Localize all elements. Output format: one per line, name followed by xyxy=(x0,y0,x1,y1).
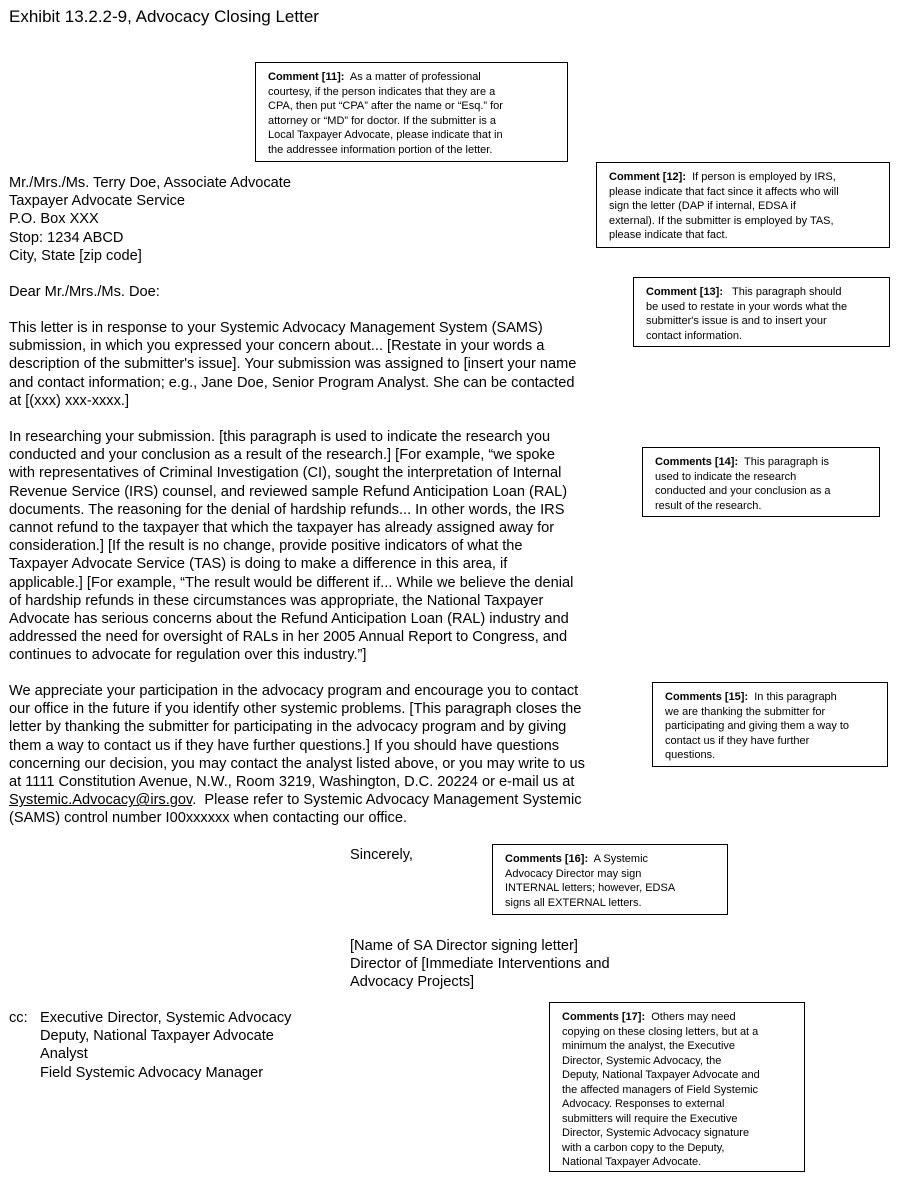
comment-box-17 xyxy=(549,1002,805,1172)
comment-text: the affected managers of Field Systemic xyxy=(562,1083,759,1096)
comment-text: sign the letter (DAP if internal, EDSA if xyxy=(609,200,796,212)
paragraph-line: consideration.] [If the result is no change, provide positive indicators of what the xyxy=(9,538,523,555)
paragraph-line: and contact information; e.g., Jane Doe, Senior Program Analyst. She can be contacted xyxy=(9,374,575,391)
comment-label: Comment [12]: xyxy=(609,171,687,183)
comment-label: Comment [13]: xyxy=(646,286,724,298)
paragraph-line: In researching your submission. [this paragraph is used to indicate the research you xyxy=(9,429,551,445)
comment-text: conducted and your conclusion as a xyxy=(655,485,831,497)
paragraph-line: We appreciate your participation in the advocacy program and encourage you to contact xyxy=(9,683,579,699)
comment-text: This paragraph is xyxy=(738,456,830,468)
comment-text: A Systemic xyxy=(588,853,649,865)
comment-box-14 xyxy=(642,447,880,517)
comment-label: Comment [11]: xyxy=(268,71,345,83)
cc-recipient: Executive Director, Systemic Advocacy xyxy=(40,1010,292,1026)
comment-text: with a carbon copy to the Deputy, xyxy=(562,1141,725,1154)
signature-line: Advocacy Projects] xyxy=(350,974,475,991)
comment-text: contact us if they have further xyxy=(665,734,810,747)
paragraph-line: letter by thanking the submitter for participating in the advocacy program and by giving xyxy=(9,719,567,736)
paragraph-line: applicable.] [For example, “The result would be different if... While we believe the denial xyxy=(9,574,574,591)
comment-text: Advocacy. Responses to external xyxy=(562,1098,725,1110)
comment-text: participating and giving them a way to xyxy=(665,720,850,732)
comment-text: the addressee information portion of the letter. xyxy=(268,143,493,156)
paragraph-line: Advocate has serious concerns about the Refund Anticipation Loan (RAL) industry and xyxy=(9,611,569,628)
paragraph-closing xyxy=(9,682,585,828)
comment-text: In this paragraph xyxy=(748,691,837,703)
comment-text: courtesy, if the person indicates that they are a xyxy=(268,85,496,98)
comment-text: attorney or “MD” for doctor. If the submitter is a xyxy=(268,114,497,127)
comment-text: Others may need xyxy=(645,1011,736,1023)
salutation: Dear Mr./Mrs./Ms. Doe: xyxy=(9,284,160,300)
comment-label: Comments [16]: xyxy=(505,853,589,865)
paragraph-line: Taxpayer Advocate Service (TAS) is doing to make a difference in this area, if xyxy=(9,556,508,573)
comment-label: Comments [14]: xyxy=(655,456,739,468)
signature-line: [Name of SA Director signing letter] xyxy=(350,938,578,954)
comment-label: Comments [15]: xyxy=(665,691,749,703)
comment-text: signs all EXTERNAL letters. xyxy=(505,896,642,909)
address-line: Mr./Mrs./Ms. Terry Doe, Associate Advocate xyxy=(9,175,291,191)
paragraph-line: our office in the future if you identify other systemic problems. [This paragraph closes the xyxy=(9,701,582,718)
paragraph-line: cannot refund to the taxpayer that which the taxpayer has already assigned away for xyxy=(9,520,555,537)
comment-box-16 xyxy=(492,844,728,915)
comment-text: please indicate that fact. xyxy=(609,229,728,241)
paragraph-line: submission, in which you expressed your concern about... [Restate in your words a xyxy=(9,338,545,355)
address-block xyxy=(9,174,291,265)
address-line: Stop: 1234 ABCD xyxy=(9,229,124,246)
address-line: Taxpayer Advocate Service xyxy=(9,193,186,210)
comment-text: National Taxpayer Advocate. xyxy=(562,1156,702,1168)
paragraph-line: (SAMS) control number I00xxxxxx when contacting our office. xyxy=(9,810,407,827)
comment-text: submitter's issue is and to insert your xyxy=(646,315,827,327)
signature-line: Director of [Immediate Interventions and xyxy=(350,956,610,973)
comment-text: Director, Systemic Advocacy signature xyxy=(562,1127,750,1139)
paragraph-line: of hardship refunds in these circumstances was appropriate, the National Taxpayer xyxy=(9,592,544,609)
paragraph-line: at 1111 Constitution Avenue, N.W., Room 3219, Washington, D.C. 20224 or e-mail us at xyxy=(9,774,575,791)
paragraph-line: concerning our decision, you may contact the analyst listed above, or you may write to us xyxy=(9,755,585,772)
page-title: Exhibit 13.2.2-9, Advocacy Closing Letter xyxy=(9,7,319,26)
comment-text: This paragraph should xyxy=(723,286,842,298)
paragraph-line: documents. The reasoning for the denial of hardship refunds... In other words, the IRS xyxy=(9,501,565,518)
paragraph-research xyxy=(9,428,573,665)
comment-text: INTERNAL letters; however, EDSA xyxy=(505,882,676,894)
cc-label: cc: xyxy=(9,1010,28,1026)
comment-text: please indicate that fact since it affects who will xyxy=(609,185,839,198)
comment-box-12 xyxy=(596,162,890,248)
comment-text: used to indicate the research xyxy=(655,470,797,483)
comment-label: Comments [17]: xyxy=(562,1011,646,1023)
comment-text: Advocacy Director may sign xyxy=(505,867,642,880)
paragraph-line: This letter is in response to your Systemic Advocacy Management System (SAMS) xyxy=(9,320,543,336)
comment-text: questions. xyxy=(665,749,716,761)
paragraph-line: at [(xxx) xxx-xxxx.] xyxy=(9,392,129,409)
comment-text: submitters will require the Executive xyxy=(562,1112,738,1125)
comment-text: If person is employed by IRS, xyxy=(686,171,836,183)
paragraph-line: . Please refer to Systemic Advocacy Management Systemic xyxy=(192,792,582,809)
comment-text: contact information. xyxy=(646,329,742,342)
comment-box-11 xyxy=(255,62,568,162)
comment-text: Deputy, National Taxpayer Advocate and xyxy=(562,1069,760,1081)
paragraph-intro xyxy=(9,319,576,410)
paragraph-line: Revenue Service (IRS) counsel, and reviewed sample Refund Anticipation Loan (RAL) xyxy=(9,483,568,500)
signature-block xyxy=(350,937,610,992)
comment-text: external). If the submitter is employed by TAS, xyxy=(609,214,834,227)
address-line: P.O. Box XXX xyxy=(9,211,99,228)
cc-recipient: Deputy, National Taxpayer Advocate xyxy=(40,1028,274,1045)
address-line: City, State [zip code] xyxy=(9,247,142,264)
paragraph-line: description of the submitter's issue]. Your submission was assigned to [insert your name xyxy=(9,356,577,373)
closing-salutation: Sincerely, xyxy=(350,847,413,863)
email-link[interactable]: Systemic.Advocacy@irs.gov xyxy=(9,792,193,809)
comment-text: Local Taxpayer Advocate, please indicate that in xyxy=(268,129,503,141)
cc-recipient: Field Systemic Advocacy Manager xyxy=(40,1064,264,1081)
cc-block xyxy=(9,1009,291,1082)
paragraph-line: conducted and your conclusion as a result of the research.] [For example, “we spoke xyxy=(9,447,555,464)
comment-box-13 xyxy=(633,277,890,347)
comment-text: Director, Systemic Advocacy, the xyxy=(562,1054,722,1067)
comment-text: copying on these closing letters, but at a xyxy=(562,1025,759,1038)
comment-text: CPA, then put “CPA” after the name or “Esq.” for xyxy=(268,100,503,112)
paragraph-line: continues to advocate for regulation over this industry.”] xyxy=(9,647,367,664)
comment-text: minimum the analyst, the Executive xyxy=(562,1040,736,1052)
comment-text: As a matter of professional xyxy=(344,71,481,83)
comment-text: result of the research. xyxy=(655,499,762,512)
paragraph-line: addressed the need for oversight of RALs in her 2005 Annual Report to Congress, and xyxy=(9,629,568,646)
comment-text: be used to restate in your words what the xyxy=(646,300,848,313)
cc-recipient: Analyst xyxy=(40,1046,88,1063)
comment-box-15 xyxy=(652,682,888,767)
paragraph-line: with representatives of Criminal Investigation (CI), sought the interpretation of Internal xyxy=(9,465,562,482)
comment-text: we are thanking the submitter for xyxy=(665,705,826,718)
paragraph-line: them a way to contact us if they have further questions.] If you should have questions xyxy=(9,737,560,754)
